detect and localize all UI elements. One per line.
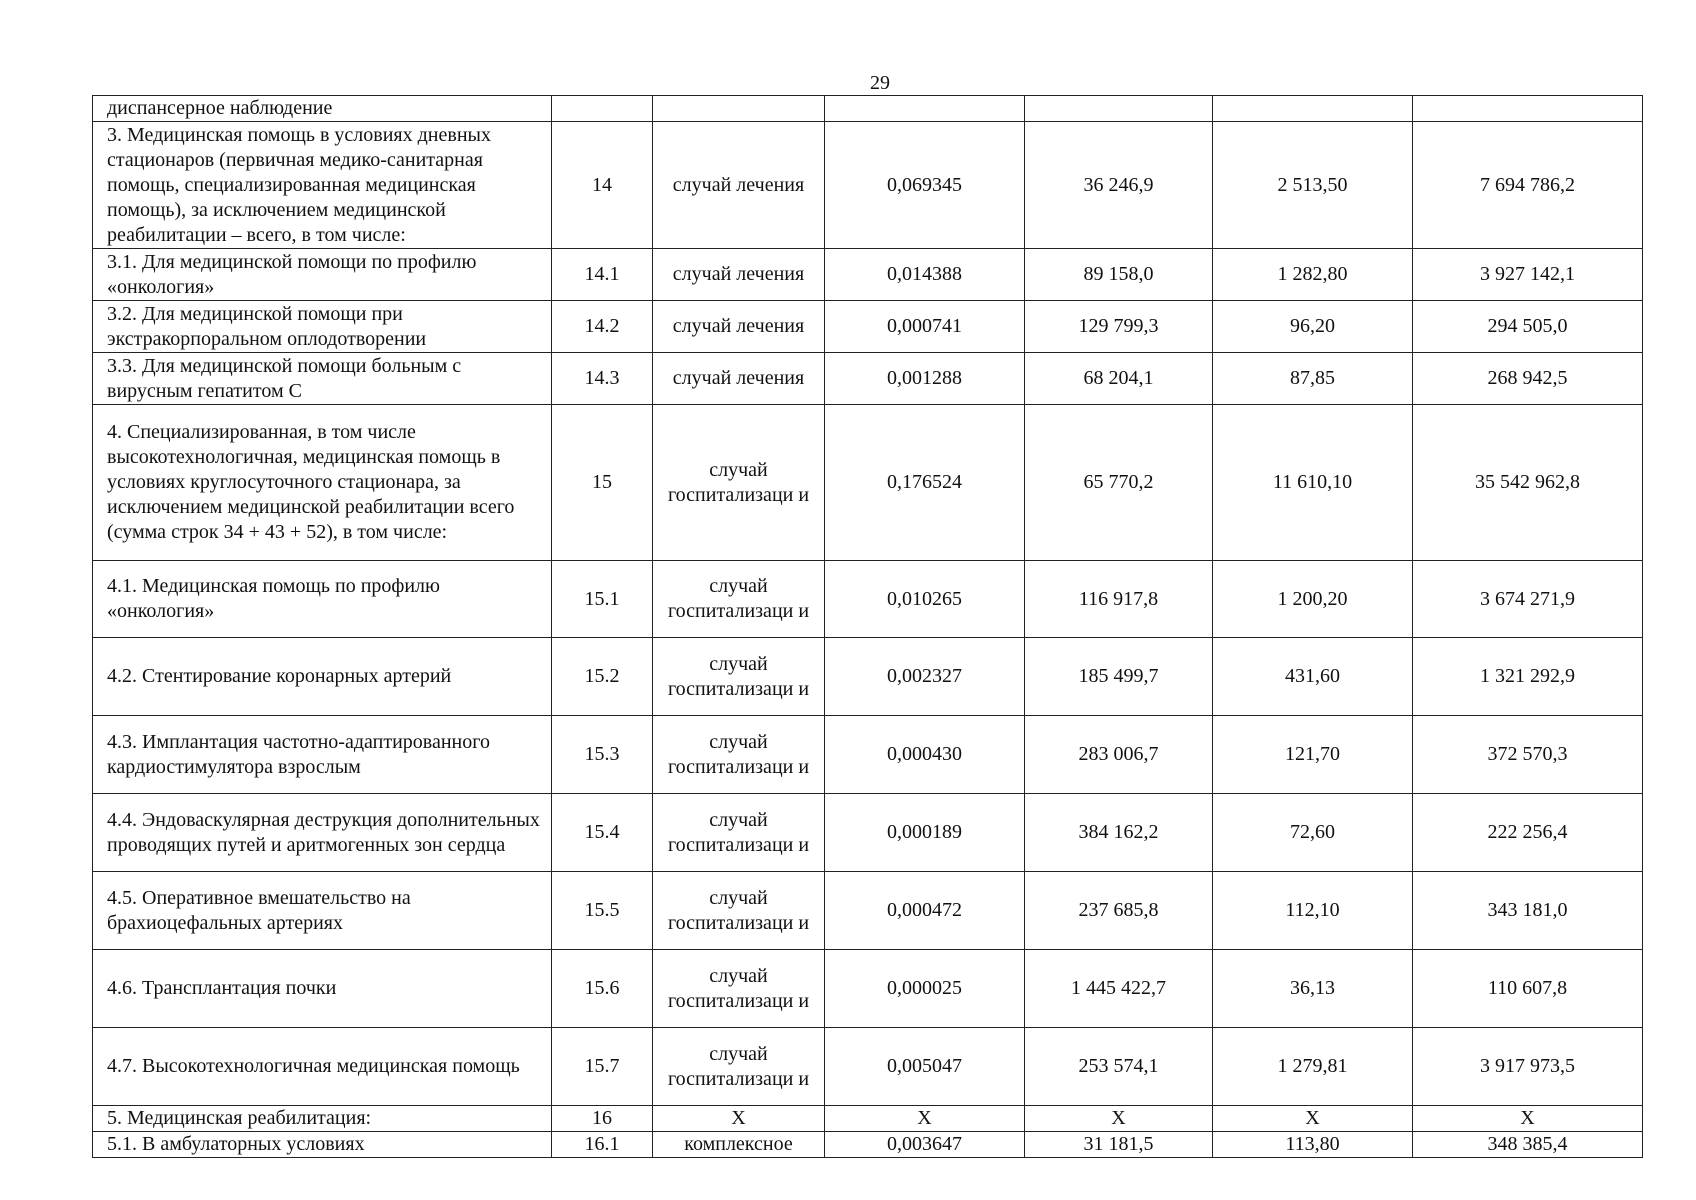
cell-name: 4.5. Оперативное вмешательство на брахиоцефальных артериях [93, 872, 552, 950]
cell-line-number: 16 [552, 1106, 653, 1132]
cell-line-number: 15 [552, 405, 653, 561]
cell-cost: 283 006,7 [1025, 716, 1213, 794]
cell-line-number [552, 96, 653, 122]
table-row [93, 561, 1643, 638]
cell-total: 110 607,8 [1413, 950, 1643, 1028]
cell-norm: 0,003647 [825, 1132, 1025, 1158]
cell-name: 4.1. Медицинская помощь по профилю «онкология» [93, 561, 552, 638]
table-row [93, 405, 1643, 561]
cell-total: Х [1413, 1106, 1643, 1132]
cell-per-capita [1213, 96, 1413, 122]
table-row [93, 716, 1643, 794]
cell-per-capita: 96,20 [1213, 301, 1413, 353]
cell-norm: 0,005047 [825, 1028, 1025, 1106]
cell-unit: случай госпитализаци и [653, 1028, 825, 1106]
cell-total: 1 321 292,9 [1413, 638, 1643, 716]
cell-line-number: 14.3 [552, 353, 653, 405]
cell-name: диспансерное наблюдение [93, 96, 552, 122]
cell-norm [825, 96, 1025, 122]
cell-name: 4. Специализированная, в том числе высокотехнологичная, медицинская помощь в условиях круглосуточного стационара, за исключением медицинской реабилитации всего (сумма строк 34 + 43 + 52), в том числе: [93, 405, 552, 561]
cell-total: 268 942,5 [1413, 353, 1643, 405]
cell-norm: 0,176524 [825, 405, 1025, 561]
cell-line-number: 14.2 [552, 301, 653, 353]
cell-total: 35 542 962,8 [1413, 405, 1643, 561]
cell-cost: 384 162,2 [1025, 794, 1213, 872]
cell-unit: случай госпитализаци и [653, 561, 825, 638]
cell-cost: 65 770,2 [1025, 405, 1213, 561]
cell-unit: случай лечения [653, 249, 825, 301]
cell-line-number: 15.6 [552, 950, 653, 1028]
cell-unit: случай госпитализаци и [653, 872, 825, 950]
cell-line-number: 15.3 [552, 716, 653, 794]
cell-total: 3 674 271,9 [1413, 561, 1643, 638]
cell-name: 4.2. Стентирование коронарных артерий [93, 638, 552, 716]
cell-total: 343 181,0 [1413, 872, 1643, 950]
cell-cost: Х [1025, 1106, 1213, 1132]
cell-line-number: 15.5 [552, 872, 653, 950]
cell-name: 4.7. Высокотехнологичная медицинская помощь [93, 1028, 552, 1106]
cell-unit: случай госпитализаци и [653, 716, 825, 794]
table-row [93, 794, 1643, 872]
cell-cost: 129 799,3 [1025, 301, 1213, 353]
cell-norm: 0,000741 [825, 301, 1025, 353]
cell-unit: случай госпитализаци и [653, 950, 825, 1028]
cell-name: 4.6. Трансплантация почки [93, 950, 552, 1028]
cell-cost: 36 246,9 [1025, 122, 1213, 249]
cell-cost: 253 574,1 [1025, 1028, 1213, 1106]
cell-unit: случай госпитализаци и [653, 794, 825, 872]
cell-name: 3.3. Для медицинской помощи больным с вирусным гепатитом С [93, 353, 552, 405]
cell-norm: 0,002327 [825, 638, 1025, 716]
table-row [93, 353, 1643, 405]
page-number: 29 [870, 72, 890, 94]
cell-total: 3 917 973,5 [1413, 1028, 1643, 1106]
cell-per-capita: 121,70 [1213, 716, 1413, 794]
table-row [93, 1106, 1643, 1132]
cell-line-number: 14 [552, 122, 653, 249]
cell-norm: 0,000472 [825, 872, 1025, 950]
cell-per-capita: 36,13 [1213, 950, 1413, 1028]
cell-name: 3. Медицинская помощь в условиях дневных стационаров (первичная медико-санитарная помощь, специализированная медицинская помощь), за исключением медицинской реабилитации – всего, в том числе: [93, 122, 552, 249]
table-row [93, 301, 1643, 353]
cell-name: 3.2. Для медицинской помощи при экстракорпоральном оплодотворении [93, 301, 552, 353]
cell-norm: 0,000189 [825, 794, 1025, 872]
table-row [93, 96, 1643, 122]
cell-unit: случай лечения [653, 353, 825, 405]
cell-norm: 0,069345 [825, 122, 1025, 249]
cell-line-number: 16.1 [552, 1132, 653, 1158]
cell-norm: 0,010265 [825, 561, 1025, 638]
table-row [93, 122, 1643, 249]
cell-name: 5. Медицинская реабилитация: [93, 1106, 552, 1132]
cell-cost: 89 158,0 [1025, 249, 1213, 301]
cell-name: 4.4. Эндоваскулярная деструкция дополнительных проводящих путей и аритмогенных зон сердца [93, 794, 552, 872]
cell-norm: 0,001288 [825, 353, 1025, 405]
table-row [93, 1132, 1643, 1158]
cell-per-capita: 431,60 [1213, 638, 1413, 716]
table-row [93, 1028, 1643, 1106]
cell-cost: 116 917,8 [1025, 561, 1213, 638]
cell-unit: Х [653, 1106, 825, 1132]
cell-line-number: 15.2 [552, 638, 653, 716]
cell-per-capita: 11 610,10 [1213, 405, 1413, 561]
cell-unit: случай госпитализаци и [653, 638, 825, 716]
cell-per-capita: 1 282,80 [1213, 249, 1413, 301]
cell-norm: 0,014388 [825, 249, 1025, 301]
cell-line-number: 15.1 [552, 561, 653, 638]
cell-unit [653, 96, 825, 122]
cell-per-capita: 1 279,81 [1213, 1028, 1413, 1106]
cell-per-capita: 113,80 [1213, 1132, 1413, 1158]
cell-norm: 0,000025 [825, 950, 1025, 1028]
cell-per-capita: 2 513,50 [1213, 122, 1413, 249]
medical-care-table [92, 95, 1643, 1158]
cell-cost: 1 445 422,7 [1025, 950, 1213, 1028]
cell-cost: 31 181,5 [1025, 1132, 1213, 1158]
cell-name: 5.1. В амбулаторных условиях [93, 1132, 552, 1158]
cell-line-number: 15.7 [552, 1028, 653, 1106]
cell-name: 3.1. Для медицинской помощи по профилю «онкология» [93, 249, 552, 301]
cell-total: 372 570,3 [1413, 716, 1643, 794]
table-row [93, 638, 1643, 716]
cell-line-number: 14.1 [552, 249, 653, 301]
cell-line-number: 15.4 [552, 794, 653, 872]
cell-total: 348 385,4 [1413, 1132, 1643, 1158]
cell-per-capita: 72,60 [1213, 794, 1413, 872]
cell-total: 7 694 786,2 [1413, 122, 1643, 249]
cell-name: 4.3. Имплантация частотно-адаптированного кардиостимулятора взрослым [93, 716, 552, 794]
table-row [93, 872, 1643, 950]
cell-unit: случай лечения [653, 301, 825, 353]
cell-per-capita: 87,85 [1213, 353, 1413, 405]
cell-per-capita: Х [1213, 1106, 1413, 1132]
cell-unit: комплексное [653, 1132, 825, 1158]
cell-per-capita: 1 200,20 [1213, 561, 1413, 638]
cell-cost: 68 204,1 [1025, 353, 1213, 405]
cell-unit: случай лечения [653, 122, 825, 249]
table-row [93, 249, 1643, 301]
cell-norm: Х [825, 1106, 1025, 1132]
cell-per-capita: 112,10 [1213, 872, 1413, 950]
cell-total: 222 256,4 [1413, 794, 1643, 872]
cell-cost: 237 685,8 [1025, 872, 1213, 950]
cell-total [1413, 96, 1643, 122]
cell-total: 3 927 142,1 [1413, 249, 1643, 301]
cell-total: 294 505,0 [1413, 301, 1643, 353]
cell-cost: 185 499,7 [1025, 638, 1213, 716]
cell-unit: случай госпитализаци и [653, 405, 825, 561]
table-row [93, 950, 1643, 1028]
table-body [93, 96, 1643, 1158]
cell-cost [1025, 96, 1213, 122]
cell-norm: 0,000430 [825, 716, 1025, 794]
